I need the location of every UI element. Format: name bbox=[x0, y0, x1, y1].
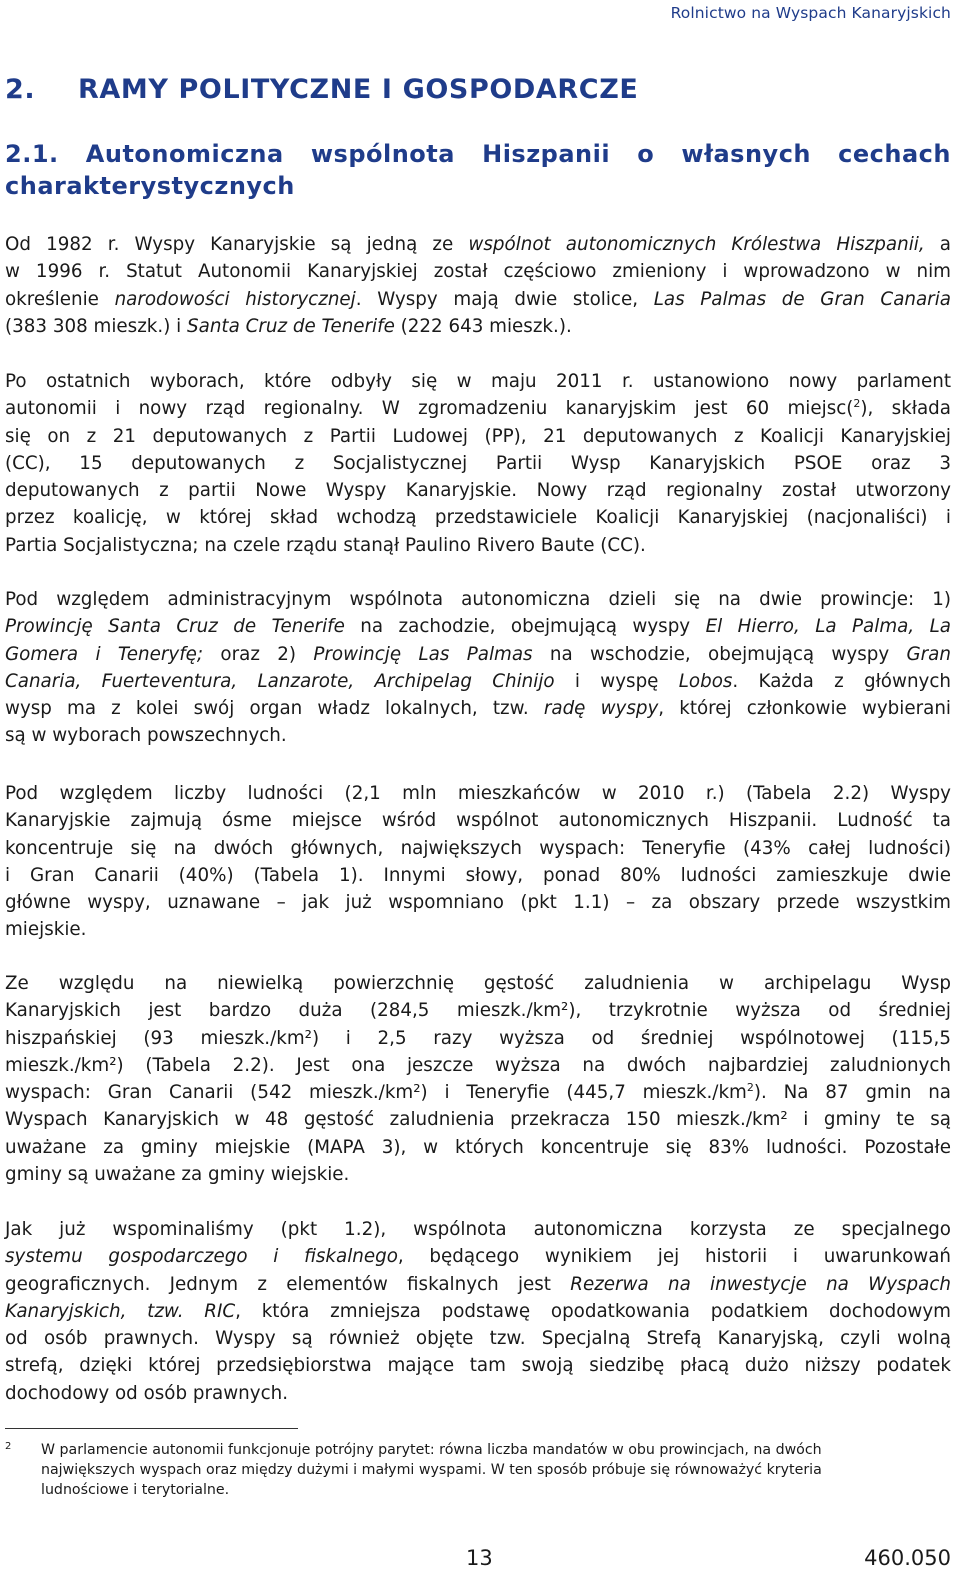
footnote-line: największych wyspach oraz między dużymi i małymi wyspami. W ten sposób próbuje się równoważyć kryteria bbox=[41, 1462, 822, 1478]
italic-run: systemu gospodarczego i fiskalnego bbox=[5, 1246, 398, 1268]
paragraph-6 bbox=[5, 1216, 951, 1407]
paragraph-line: hiszpańskiej (93 mieszk./km²) i 2,5 razy wyższa od średniej wspólnotowej (115,5 bbox=[5, 1027, 951, 1049]
paragraph-line bbox=[5, 668, 951, 695]
text-run: . Wyspy mają dwie stolice, bbox=[355, 288, 654, 310]
document-page bbox=[5, 0, 951, 1577]
italic-run: Santa Cruz de Tenerife bbox=[187, 315, 395, 337]
paragraph-line: Pod względem administracyjnym wspólnota autonomiczna dzieli się na dwie prowincje: 1) bbox=[5, 589, 951, 610]
text-run: (383 308 mieszk.) i bbox=[5, 315, 188, 337]
paragraph-line bbox=[5, 613, 951, 640]
section-number: 2. bbox=[5, 74, 36, 105]
subsection-word: cechach bbox=[838, 140, 951, 168]
page-number: 13 bbox=[466, 1546, 493, 1570]
paragraph-line: są w wyborach powszechnych. bbox=[5, 725, 287, 747]
paragraph-line: przez koalicję, w której skład wchodzą przedstawiciele Koalicji Kanaryjskiej (nacjonaliści) i bbox=[5, 507, 951, 529]
paragraph-line: Partia Socjalistyczna; na czele rządu stanął Paulino Rivero Baute (CC). bbox=[5, 534, 646, 556]
paragraph-line: gminy są uważane za gminy wiejskie. bbox=[5, 1164, 350, 1186]
paragraph-line: uważane za gminy miejskie (MAPA 3), w których koncentruje się 83% ludności. Pozostałe bbox=[5, 1136, 951, 1158]
italic-run: Lobos bbox=[678, 670, 733, 692]
paragraph-5 bbox=[5, 970, 951, 1188]
paragraph-line: mieszk./km²) (Tabela 2.2). Jest ona jeszcze wyższa na dwóch najbardziej zaludnionych bbox=[5, 1054, 951, 1076]
paragraph-line bbox=[5, 258, 951, 285]
subsection-word: o bbox=[637, 140, 655, 168]
paragraph-line: deputowanych z partii Nowe Wyspy Kanaryjskie. Nowy rząd regionalny został utworzony bbox=[5, 480, 951, 502]
text-run: a bbox=[924, 234, 951, 255]
italic-run: Prowincję Santa Cruz de Tenerife bbox=[5, 616, 345, 638]
paragraph-line: strefą, dzięki której przedsiębiorstwa mające tam swoją siedzibę płacą dużo niższy podatek bbox=[5, 1355, 951, 1377]
paragraph-line: Kanaryjskich jest bardzo duża (284,5 mieszk./km²), trzykrotnie wyższa od średniej bbox=[5, 1000, 951, 1022]
text-run: wysp ma z kolei swój organ władz lokalnych, tzw. bbox=[5, 698, 544, 720]
subsection-word: Autonomiczna bbox=[85, 140, 284, 168]
footnote-line: ludnościowe i terytorialne. bbox=[41, 1482, 230, 1498]
text-run: oraz 2) bbox=[203, 643, 314, 665]
italic-run: wspólnot autonomicznych Królestwa Hiszpanii, bbox=[468, 234, 925, 255]
italic-run: narodowości historycznej bbox=[114, 288, 356, 310]
footnote-divider bbox=[5, 1428, 298, 1429]
text-run: , będącego wynikiem jej historii i uwarunkowań bbox=[397, 1246, 951, 1268]
footnote-ref[interactable]: 2 bbox=[853, 397, 861, 411]
subsection-word: wspólnota bbox=[310, 140, 455, 168]
italic-run: Las Palmas de Gran Canaria bbox=[653, 288, 951, 310]
paragraph-line bbox=[5, 1271, 951, 1298]
section-heading bbox=[5, 74, 951, 105]
paragraph-line bbox=[5, 695, 951, 722]
italic-run: Prowincję Las Palmas bbox=[313, 643, 533, 665]
text-run: . Każda z głównych bbox=[732, 670, 951, 692]
text-run: , która zmniejsza podstawę opodatkowania podatkiem dochodowym bbox=[235, 1300, 951, 1322]
italic-run: Gran bbox=[906, 643, 951, 665]
paragraph-3 bbox=[5, 586, 951, 750]
paragraph-line: miejskie. bbox=[5, 919, 87, 941]
italic-run: El Hierro, La Palma, La bbox=[705, 616, 951, 638]
paragraph-1 bbox=[5, 231, 951, 340]
superscript: 2 bbox=[746, 1081, 754, 1095]
paragraph-line bbox=[5, 231, 951, 258]
subsection-heading bbox=[5, 138, 951, 202]
subsection-title-line1 bbox=[5, 138, 951, 170]
subsection-number: 2.1. bbox=[5, 140, 59, 168]
subsection-title-line2: charakterystycznych bbox=[5, 172, 295, 200]
text-run: określenie bbox=[5, 288, 115, 310]
text-run: Od 1982 r. Wyspy Kanaryjskie są jedną ze bbox=[5, 234, 469, 255]
italic-run: Rezerwa na inwestycje na Wyspach bbox=[570, 1273, 952, 1295]
paragraph-line: Pod względem liczby ludności (2,1 mln mieszkańców w 2010 r.) (Tabela 2.2) Wyspy bbox=[5, 783, 951, 804]
running-header: Rolnictwo na Wyspach Kanaryjskich bbox=[670, 4, 951, 22]
paragraph-line: Wyspach Kanaryjskich w 48 gęstość zaludnienia przekracza 150 mieszk./km² i gminy te są bbox=[5, 1109, 951, 1131]
text-run: ), składa bbox=[860, 398, 951, 420]
italic-run: Canaria, Fuerteventura, Lanzarote, Archipelag Chinijo bbox=[5, 670, 555, 692]
subsection-word: własnych bbox=[681, 140, 812, 168]
footnote-number: 2 bbox=[5, 1441, 12, 1452]
paragraph-line bbox=[5, 1243, 951, 1270]
italic-run: radę wyspy bbox=[543, 698, 659, 720]
paragraph-2 bbox=[5, 368, 951, 559]
text-run: (222 643 mieszk.). bbox=[394, 315, 572, 337]
text-run: ). Na 87 gmin na bbox=[753, 1082, 951, 1104]
footnote bbox=[5, 1440, 951, 1500]
paragraph-line: dochodowy od osób prawnych. bbox=[5, 1382, 289, 1404]
paragraph-line: Ze względu na niewielką powierzchnię gęstość zaludnienia w archipelagu Wysp bbox=[5, 973, 951, 994]
text-run: , której członkowie wybierani bbox=[658, 698, 951, 720]
text-run: na wschodzie, obejmującą wyspy bbox=[532, 643, 907, 665]
paragraph-line bbox=[5, 395, 951, 422]
paragraph-line bbox=[5, 1079, 951, 1106]
document-number: 460.050 bbox=[864, 1546, 951, 1570]
text-run: w 1996 r. Statut Autonomii Kanaryjskiej został częściowo zmieniony i wprowadzono w nim bbox=[5, 261, 951, 283]
text-run: autonomii i nowy rząd regionalny. W zgromadzeniu kanaryjskim jest 60 miejsc( bbox=[5, 398, 854, 420]
footnote-body bbox=[41, 1440, 951, 1500]
subsection-word: Hiszpanii bbox=[482, 140, 611, 168]
paragraph-line: Po ostatnich wyborach, które odbyły się w maju 2011 r. ustanowiono nowy parlament bbox=[5, 371, 951, 392]
text-run: geograficznych. Jednym z elementów fiskalnych jest bbox=[5, 1273, 571, 1295]
italic-run: Gomera i Teneryfę; bbox=[5, 643, 204, 665]
paragraph-line bbox=[5, 1298, 951, 1325]
paragraph-line: Kanaryjskie zajmują ósme miejsce wśród wspólnot autonomicznych Hiszpanii. Ludność ta bbox=[5, 810, 951, 832]
paragraph-line: (CC), 15 deputowanych z Socjalistycznej Partii Wysp Kanaryjskich PSOE oraz 3 bbox=[5, 452, 951, 474]
section-title: RAMY POLITYCZNE I GOSPODARCZE bbox=[78, 74, 639, 105]
text-run: i wyspę bbox=[554, 670, 679, 692]
paragraph-line bbox=[5, 313, 951, 340]
paragraph-line bbox=[5, 641, 951, 668]
paragraph-4 bbox=[5, 780, 951, 944]
paragraph-line: się on z 21 deputowanych z Partii Ludowej (PP), 21 deputowanych z Koalicji Kanaryjskiej bbox=[5, 425, 951, 447]
paragraph-line: Jak już wspominaliśmy (pkt 1.2), wspólnota autonomiczna korzysta ze specjalnego bbox=[5, 1219, 951, 1240]
paragraph-line: od osób prawnych. Wyspy są również objęte tzw. Specjalną Strefą Kanaryjską, czyli wolną bbox=[5, 1328, 951, 1350]
text-run: na zachodzie, obejmującą wyspy bbox=[344, 616, 706, 638]
text-run: wyspach: Gran Canarii (542 mieszk./km²) i Teneryfie (445,7 mieszk./km bbox=[5, 1082, 747, 1104]
paragraph-line: i Gran Canarii (40%) (Tabela 1). Innymi słowy, ponad 80% ludności zamieszkuje dwie bbox=[5, 864, 951, 886]
paragraph-line: główne wyspy, uznawane – jak już wspomniano (pkt 1.1) – za obszary przede wszystkim bbox=[5, 892, 951, 914]
paragraph-line bbox=[5, 286, 951, 313]
italic-run: Kanaryjskich, tzw. RIC bbox=[5, 1300, 236, 1322]
paragraph-line: koncentruje się na dwóch głównych, największych wyspach: Teneryfie (43% całej ludności) bbox=[5, 837, 951, 859]
footnote-line: W parlamencie autonomii funkcjonuje potrójny parytet: równa liczba mandatów w obu prowincjach, na dwóch bbox=[41, 1442, 822, 1458]
